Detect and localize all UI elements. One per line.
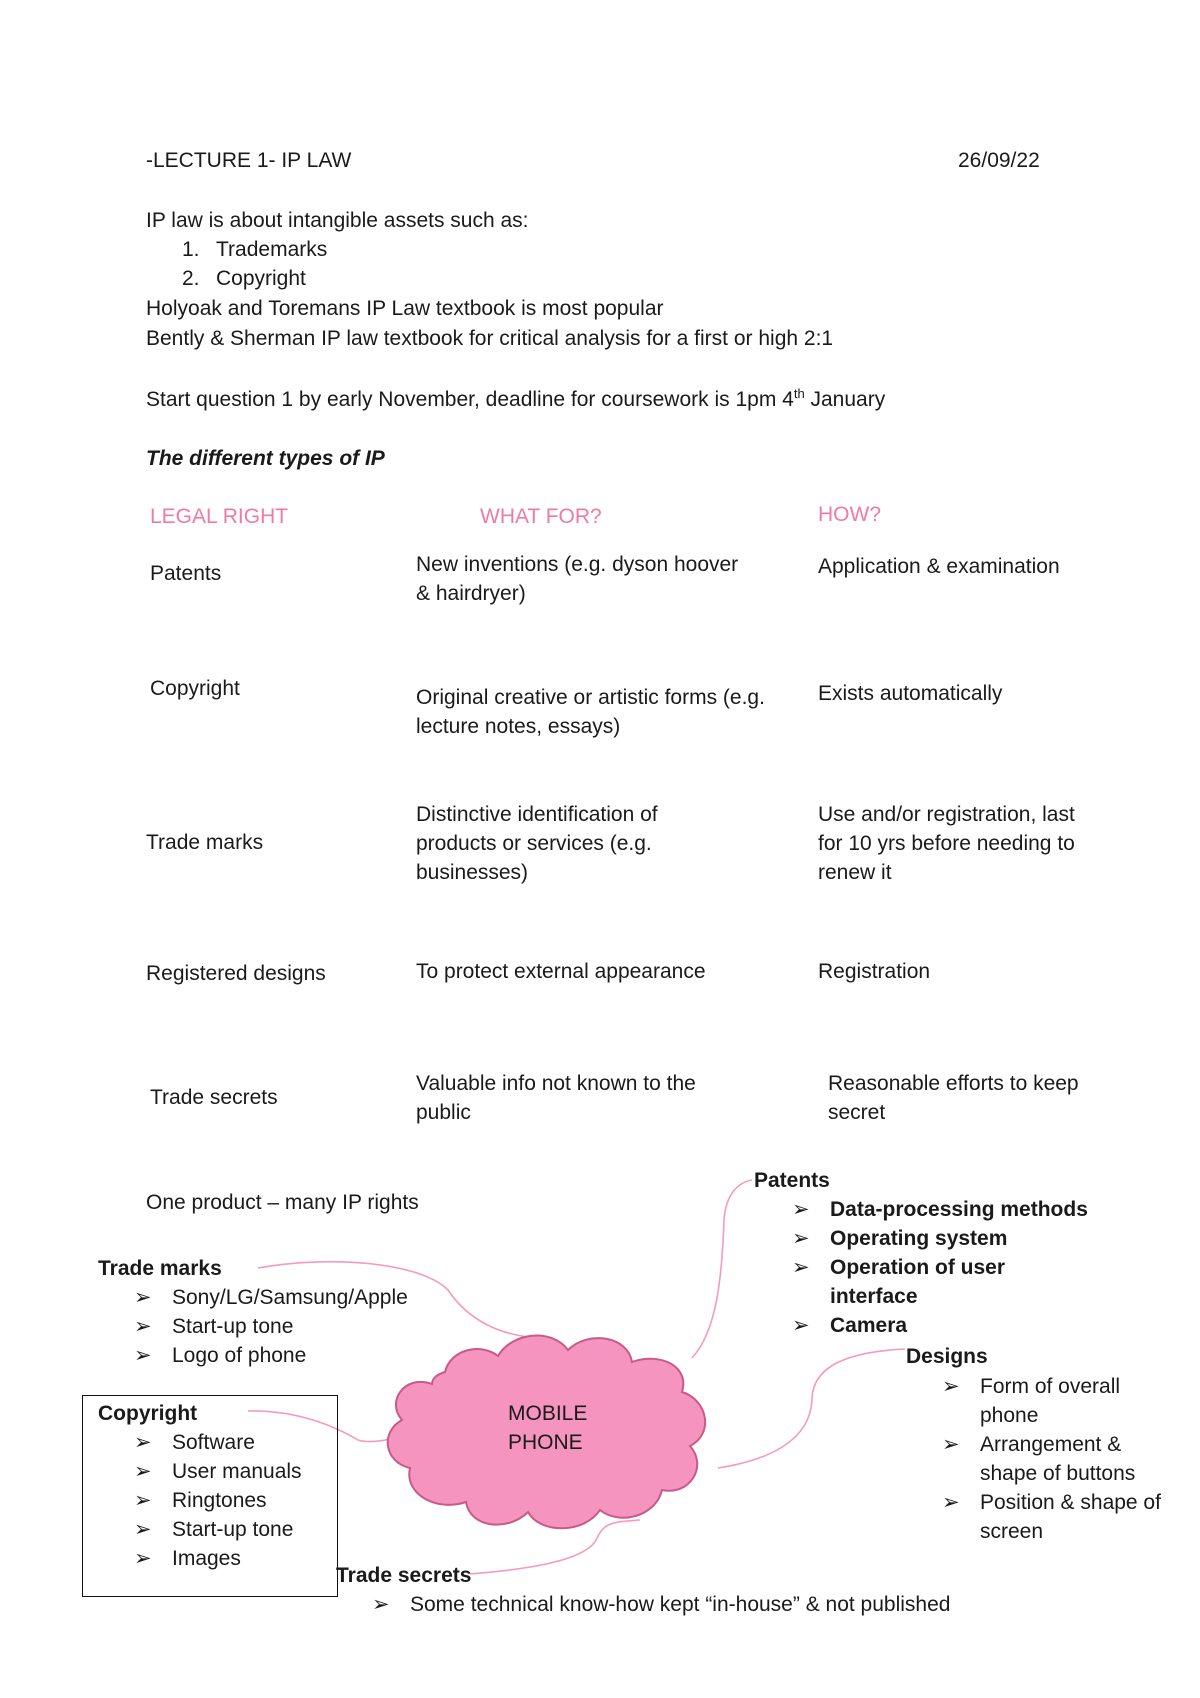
copyright-title: Copyright [98, 1402, 198, 1425]
row-trade-marks-what: Distinctive identification of products or services (e.g. businesses) [416, 803, 658, 884]
row-trade-marks-how: Use and/or registration, last for 10 yrs before needing to renew it [818, 803, 1075, 884]
textbook-line-1: Holyoak and Toremans IP Law textbook is most popular [146, 297, 664, 320]
textbook-line-2: Bently & Sherman IP law textbook for critical analysis for a first or high 2:1 [146, 327, 834, 350]
list-item: ➢ Start-up tone [134, 1312, 408, 1341]
lecture-date: 26/09/22 [958, 149, 1040, 172]
trade-secrets-title: Trade secrets [336, 1564, 472, 1587]
list-item: ➢ Form of overall phone [942, 1372, 1172, 1430]
row-designs-right: Registered designs [146, 962, 326, 985]
intro-line: IP law is about intangible assets such as: [146, 209, 529, 232]
designs-list [942, 1372, 1172, 1546]
trade-secrets-list [372, 1590, 950, 1619]
row-trade-secrets-right: Trade secrets [150, 1086, 278, 1109]
deadline-line: Start question 1 by early November, deadline for coursework is 1pm 4th January [146, 386, 886, 411]
trade-marks-title: Trade marks [98, 1257, 222, 1280]
list-item: ➢ Operating system [792, 1224, 1112, 1253]
row-patents-how: Application & examination [818, 555, 1060, 578]
row-patents-what: New inventions (e.g. dyson hoover & hairdryer) [416, 553, 739, 605]
arrow-bullet-icon: ➢ [792, 1198, 810, 1221]
row-trade-secrets-how: Reasonable efforts to keep secret [828, 1072, 1079, 1124]
arrow-bullet-icon: ➢ [134, 1460, 152, 1483]
list-item: ➢ Position & shape of screen [942, 1488, 1172, 1546]
column-header-how: HOW? [818, 503, 881, 526]
arrow-bullet-icon: ➢ [942, 1433, 960, 1456]
list-item: ➢ Arrangement & shape of buttons [942, 1430, 1172, 1488]
row-copyright-what: Original creative or artistic forms (e.g. lecture notes, essays) [416, 686, 765, 738]
arrow-bullet-icon: ➢ [792, 1314, 810, 1337]
list-item: ➢ Data-processing methods [792, 1195, 1112, 1224]
row-copyright-how: Exists automatically [818, 682, 1003, 705]
lecture-title: -LECTURE 1- IP LAW [146, 149, 352, 172]
row-trade-secrets-what: Valuable info not known to the public [416, 1072, 696, 1124]
list-item: ➢ Images [134, 1544, 302, 1573]
column-header-legal-right: LEGAL RIGHT [150, 505, 289, 528]
arrow-bullet-icon: ➢ [792, 1227, 810, 1250]
row-patents-right: Patents [150, 562, 222, 585]
diagram-heading: One product – many IP rights [146, 1191, 419, 1214]
section-heading: The different types of IP [146, 447, 385, 470]
list-item: ➢ Some technical know-how kept “in-house” & not published [372, 1590, 950, 1619]
row-designs-what: To protect external appearance [416, 960, 706, 983]
arrow-bullet-icon: ➢ [942, 1375, 960, 1398]
list-item: ➢ Start-up tone [134, 1515, 302, 1544]
list-item: ➢ Camera [792, 1311, 1112, 1340]
list-item: ➢ User manuals [134, 1457, 302, 1486]
arrow-bullet-icon: ➢ [134, 1286, 152, 1309]
row-trade-marks-right: Trade marks [146, 831, 264, 854]
list-item: ➢ Logo of phone [134, 1341, 408, 1370]
patents-list [792, 1195, 1112, 1340]
column-header-what-for: WHAT FOR? [480, 505, 602, 528]
list-item: ➢ Software [134, 1428, 302, 1457]
intro-item: 2. Copyright [182, 267, 306, 290]
arrow-bullet-icon: ➢ [792, 1256, 810, 1279]
list-item: ➢ Ringtones [134, 1486, 302, 1515]
connector-patents [692, 1180, 752, 1358]
list-item: ➢ Sony/LG/Samsung/Apple [134, 1283, 408, 1312]
intro-item: 1. Trademarks [182, 238, 328, 261]
connector-designs [718, 1349, 905, 1468]
row-copyright-right: Copyright [150, 677, 240, 700]
copyright-list [134, 1428, 302, 1573]
arrow-bullet-icon: ➢ [134, 1547, 152, 1570]
designs-title: Designs [906, 1345, 988, 1368]
list-item: ➢ Operation of user interface [792, 1253, 1060, 1311]
arrow-bullet-icon: ➢ [134, 1431, 152, 1454]
arrow-bullet-icon: ➢ [942, 1491, 960, 1514]
row-designs-how: Registration [818, 960, 931, 983]
arrow-bullet-icon: ➢ [134, 1344, 152, 1367]
cloud-label-line2: PHONE [508, 1431, 583, 1454]
patents-title: Patents [754, 1169, 830, 1192]
arrow-bullet-icon: ➢ [134, 1315, 152, 1338]
arrow-bullet-icon: ➢ [134, 1489, 152, 1512]
cloud-label-line1: MOBILE [508, 1402, 588, 1425]
trade-marks-list [134, 1283, 408, 1370]
arrow-bullet-icon: ➢ [372, 1593, 390, 1616]
arrow-bullet-icon: ➢ [134, 1518, 152, 1541]
